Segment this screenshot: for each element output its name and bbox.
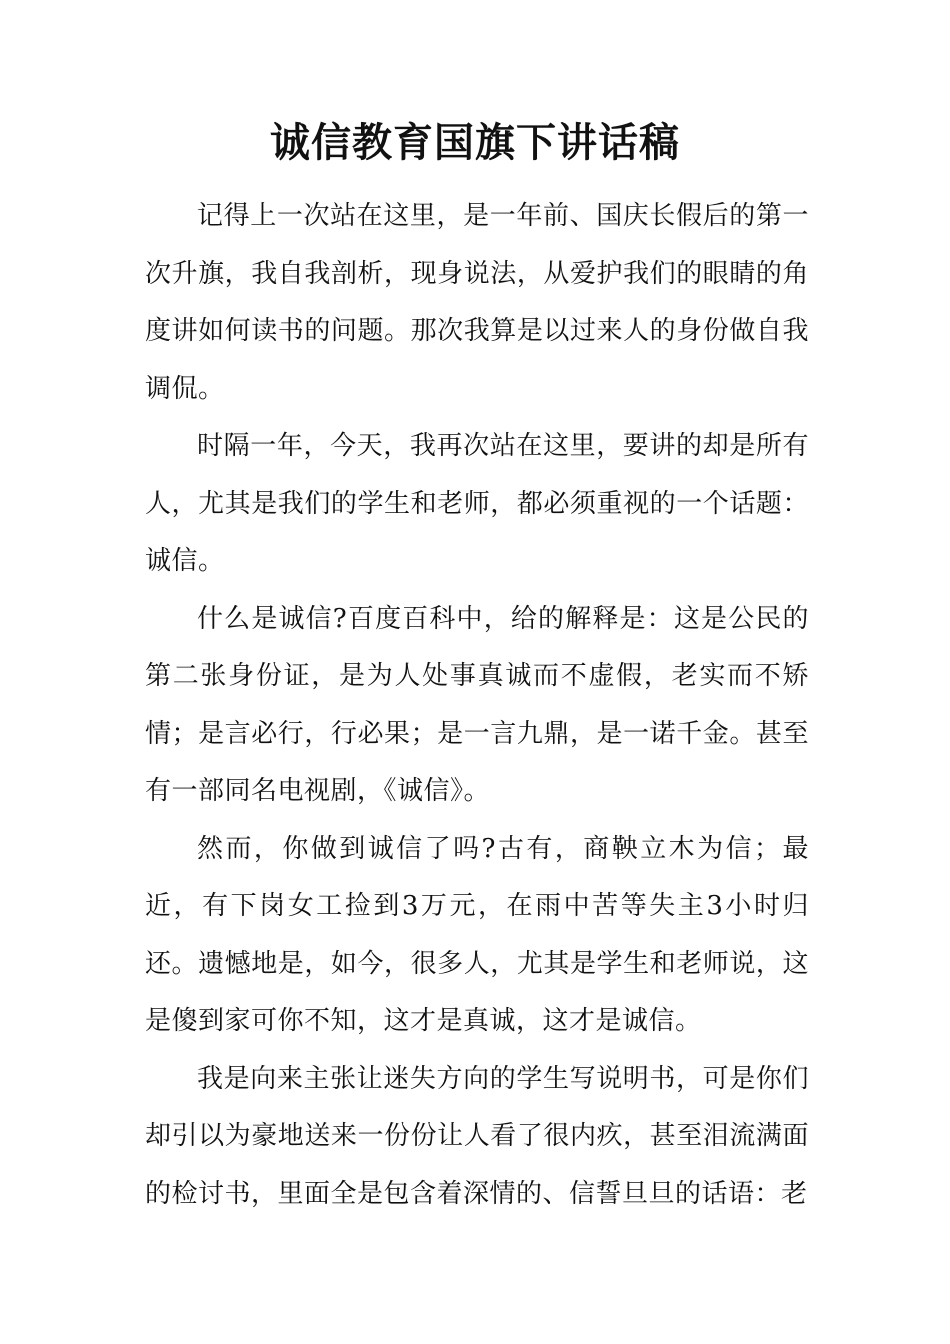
paragraph-2: 时隔一年，今天，我再次站在这里，要讲的却是所有人，尤其是我们的学生和老师，都必须重视的一个话题：诚信。 bbox=[145, 431, 809, 576]
paragraph-4: 然而，你做到诚信了吗?古有，商鞅立木为信；最近，有下岗女工捡到3万元，在雨中苦等失主3小时归还。遗憾地是，如今，很多人，尤其是学生和老师说，这是傻到家可你不知，这才是真诚，这才是诚信。 bbox=[145, 833, 809, 1036]
paragraph-1: 记得上一次站在这里，是一年前、国庆长假后的第一次升旗，我自我剖析，现身说法，从爱护我们的眼睛的角度讲如何读书的问题。那次我算是以过来人的身份做自我调侃。 bbox=[145, 201, 809, 404]
paragraph-3: 什么是诚信?百度百科中，给的解释是：这是公民的第二张身份证，是为人处事真诚而不虚假，老实而不矫情；是言必行，行必果；是一言九鼎，是一诺千金。甚至有一部同名电视剧，《诚信》。 bbox=[145, 603, 809, 806]
document-body bbox=[145, 188, 809, 1223]
paragraph-5: 我是向来主张让迷失方向的学生写说明书，可是你们却引以为豪地送来一份份让人看了很内疚，甚至泪流满面的检讨书，里面全是包含着深情的、信誓旦旦的话语：老 bbox=[145, 1063, 809, 1209]
document-title: 诚信教育国旗下讲话稿 bbox=[270, 119, 680, 166]
